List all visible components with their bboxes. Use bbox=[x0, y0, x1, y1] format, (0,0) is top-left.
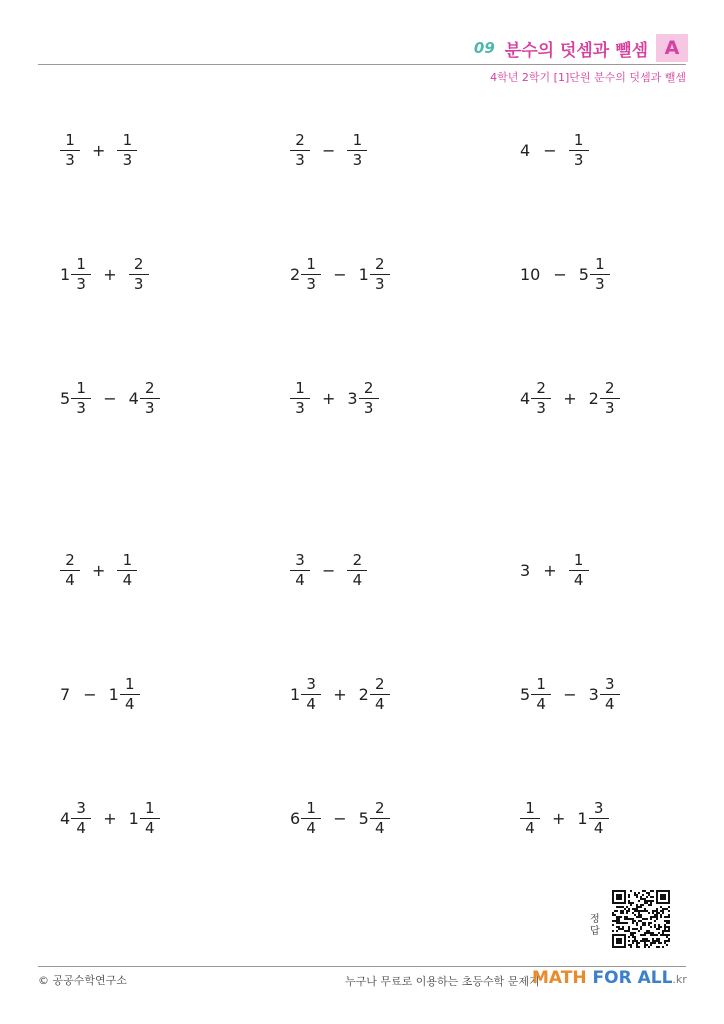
problem-14 bbox=[290, 672, 390, 716]
numerator: 1 bbox=[573, 550, 584, 569]
copyright-text: © 공공수학연구소 bbox=[38, 974, 127, 987]
operator: + bbox=[103, 808, 117, 828]
operator: − bbox=[543, 140, 557, 160]
problem-2 bbox=[290, 128, 367, 172]
operator: − bbox=[103, 388, 117, 408]
problem-17 bbox=[290, 796, 390, 840]
problem-term bbox=[579, 255, 610, 294]
whole-number: 4 bbox=[520, 388, 531, 408]
denominator: 3 bbox=[295, 150, 305, 169]
operator: + bbox=[333, 684, 347, 704]
numerator: 2 bbox=[375, 798, 385, 817]
fraction bbox=[370, 675, 390, 714]
answer-qr-label: 정답 bbox=[590, 914, 600, 937]
problem-16 bbox=[60, 796, 160, 840]
worksheet-header bbox=[474, 34, 688, 62]
denominator: 4 bbox=[145, 818, 155, 837]
denominator: 3 bbox=[122, 150, 133, 169]
fraction bbox=[520, 799, 540, 838]
problem-term bbox=[129, 255, 149, 294]
whole-number: 5 bbox=[578, 264, 589, 284]
problem-term bbox=[290, 551, 310, 590]
problem-term bbox=[577, 799, 608, 838]
problem-term bbox=[520, 561, 531, 580]
whole-number: 4 bbox=[520, 140, 531, 160]
numerator: 1 bbox=[573, 130, 584, 149]
brand-forall: FOR ALL bbox=[592, 968, 673, 988]
problem-5 bbox=[290, 252, 390, 296]
fraction bbox=[347, 131, 367, 170]
problem-term bbox=[60, 255, 91, 294]
fraction bbox=[117, 131, 137, 170]
whole-number: 5 bbox=[60, 388, 71, 408]
problem-term bbox=[129, 379, 160, 418]
whole-number: 3 bbox=[588, 684, 599, 704]
numerator: 3 bbox=[605, 674, 615, 693]
problem-11 bbox=[290, 548, 367, 592]
fraction bbox=[71, 255, 91, 294]
problem-12 bbox=[520, 548, 589, 592]
problem-term bbox=[60, 379, 91, 418]
whole-number: 3 bbox=[347, 388, 358, 408]
problem-term bbox=[569, 551, 589, 590]
fraction bbox=[140, 379, 160, 418]
numerator: 2 bbox=[295, 130, 305, 149]
operator: + bbox=[552, 808, 566, 828]
numerator: 2 bbox=[145, 378, 155, 397]
numerator: 2 bbox=[352, 550, 363, 569]
footer-divider bbox=[38, 966, 686, 967]
denominator: 3 bbox=[65, 150, 75, 169]
numerator: 1 bbox=[306, 798, 316, 817]
whole-number: 1 bbox=[290, 684, 301, 704]
problem-term bbox=[569, 131, 589, 170]
operator: − bbox=[83, 684, 97, 704]
problem-term bbox=[290, 675, 321, 714]
fraction bbox=[71, 799, 91, 838]
problem-18 bbox=[520, 796, 609, 840]
fraction bbox=[71, 379, 91, 418]
fraction bbox=[347, 551, 367, 590]
operator: − bbox=[322, 140, 336, 160]
operator: + bbox=[563, 388, 577, 408]
numerator: 1 bbox=[525, 798, 535, 817]
problem-term bbox=[347, 551, 367, 590]
brand-kr: .kr bbox=[672, 973, 687, 986]
operator: − bbox=[322, 560, 336, 580]
worksheet-number: 09 bbox=[473, 39, 495, 57]
denominator: 3 bbox=[352, 150, 363, 169]
problem-8 bbox=[290, 376, 379, 420]
fraction bbox=[531, 379, 551, 418]
numerator: 2 bbox=[363, 378, 374, 397]
whole-number: 4 bbox=[128, 388, 139, 408]
footer-tagline: 누구나 무료로 이용하는 초등수학 문제지 bbox=[345, 975, 540, 988]
problem-term bbox=[60, 799, 91, 838]
denominator: 4 bbox=[525, 818, 535, 837]
brand-math: MATH bbox=[532, 968, 587, 988]
numerator: 3 bbox=[306, 674, 316, 693]
fraction bbox=[600, 675, 620, 714]
denominator: 4 bbox=[352, 570, 363, 589]
fraction bbox=[301, 675, 321, 714]
problem-term bbox=[109, 675, 140, 714]
operator: − bbox=[563, 684, 577, 704]
problem-term bbox=[129, 799, 160, 838]
denominator: 3 bbox=[363, 398, 374, 417]
fraction bbox=[569, 551, 589, 590]
denominator: 3 bbox=[76, 274, 86, 293]
whole-number: 7 bbox=[60, 684, 71, 704]
denominator: 3 bbox=[76, 398, 86, 417]
problem-4 bbox=[60, 252, 149, 296]
operator: − bbox=[553, 264, 567, 284]
fraction bbox=[589, 799, 609, 838]
problem-6 bbox=[520, 252, 610, 296]
whole-number: 1 bbox=[128, 808, 139, 828]
numerator: 2 bbox=[605, 378, 615, 397]
numerator: 1 bbox=[595, 254, 605, 273]
problem-term bbox=[290, 799, 321, 838]
problem-3 bbox=[520, 128, 589, 172]
fraction bbox=[590, 255, 610, 294]
whole-number: 2 bbox=[588, 388, 599, 408]
denominator: 3 bbox=[306, 274, 316, 293]
problem-term bbox=[117, 131, 137, 170]
operator: + bbox=[92, 140, 106, 160]
denominator: 3 bbox=[605, 398, 615, 417]
denominator: 3 bbox=[536, 398, 546, 417]
level-badge: A bbox=[656, 34, 688, 62]
denominator: 4 bbox=[295, 570, 305, 589]
whole-number: 2 bbox=[358, 684, 369, 704]
denominator: 4 bbox=[605, 694, 615, 713]
problem-13 bbox=[60, 672, 140, 716]
numerator: 2 bbox=[65, 550, 75, 569]
whole-number: 1 bbox=[577, 808, 588, 828]
operator: + bbox=[92, 560, 106, 580]
numerator: 1 bbox=[76, 254, 86, 273]
problem-term bbox=[520, 141, 531, 160]
numerator: 1 bbox=[65, 130, 75, 149]
numerator: 3 bbox=[76, 798, 86, 817]
denominator: 4 bbox=[122, 570, 133, 589]
fraction bbox=[60, 131, 80, 170]
numerator: 1 bbox=[352, 130, 363, 149]
problem-term bbox=[117, 551, 137, 590]
denominator: 4 bbox=[306, 694, 316, 713]
denominator: 4 bbox=[65, 570, 75, 589]
fraction bbox=[370, 799, 390, 838]
problem-term bbox=[520, 799, 540, 838]
fraction bbox=[290, 379, 310, 418]
denominator: 4 bbox=[125, 694, 135, 713]
problem-term bbox=[60, 685, 71, 704]
denominator: 3 bbox=[145, 398, 155, 417]
fraction bbox=[359, 379, 379, 418]
denominator: 3 bbox=[573, 150, 584, 169]
denominator: 4 bbox=[306, 818, 316, 837]
numerator: 1 bbox=[76, 378, 86, 397]
numerator: 2 bbox=[133, 254, 144, 273]
whole-number: 3 bbox=[520, 560, 531, 580]
brand-logo[interactable] bbox=[532, 968, 687, 988]
numerator: 1 bbox=[145, 798, 155, 817]
whole-number: 1 bbox=[60, 264, 71, 284]
whole-number: 10 bbox=[520, 264, 541, 284]
numerator: 1 bbox=[306, 254, 316, 273]
problem-term bbox=[520, 675, 551, 714]
problem-term bbox=[347, 131, 367, 170]
fraction bbox=[129, 255, 149, 294]
problem-term bbox=[60, 551, 80, 590]
fraction bbox=[370, 255, 390, 294]
operator: − bbox=[333, 264, 347, 284]
whole-number: 5 bbox=[520, 684, 531, 704]
problem-term bbox=[60, 131, 80, 170]
denominator: 4 bbox=[375, 818, 385, 837]
numerator: 1 bbox=[295, 378, 305, 397]
worksheet-title: 분수의 덧셈과 뺄셈 bbox=[504, 40, 648, 61]
problem-term bbox=[520, 379, 551, 418]
denominator: 3 bbox=[295, 398, 305, 417]
whole-number: 1 bbox=[358, 264, 369, 284]
operator: + bbox=[322, 388, 336, 408]
whole-number: 1 bbox=[108, 684, 119, 704]
problem-term bbox=[359, 255, 390, 294]
worksheet-subtitle: 4학년 2학기 [1]단원 분수의 덧셈과 뺄셈 bbox=[490, 71, 686, 84]
denominator: 3 bbox=[595, 274, 605, 293]
denominator: 4 bbox=[536, 694, 546, 713]
problem-term bbox=[290, 255, 321, 294]
fraction bbox=[120, 675, 140, 714]
problem-term bbox=[347, 379, 378, 418]
whole-number: 6 bbox=[290, 808, 301, 828]
numerator: 2 bbox=[375, 674, 385, 693]
fraction bbox=[140, 799, 160, 838]
problem-term bbox=[520, 265, 541, 284]
numerator: 1 bbox=[122, 130, 133, 149]
numerator: 1 bbox=[536, 674, 546, 693]
problem-term bbox=[589, 379, 620, 418]
denominator: 4 bbox=[593, 818, 604, 837]
problem-10 bbox=[60, 548, 137, 592]
fraction bbox=[301, 799, 321, 838]
fraction bbox=[290, 551, 310, 590]
problem-1 bbox=[60, 128, 137, 172]
problem-term bbox=[359, 675, 390, 714]
problem-7 bbox=[60, 376, 160, 420]
operator: − bbox=[333, 808, 347, 828]
denominator: 3 bbox=[375, 274, 385, 293]
header-divider bbox=[38, 64, 686, 65]
fraction bbox=[531, 675, 551, 714]
fraction bbox=[290, 131, 310, 170]
problem-term bbox=[290, 379, 310, 418]
denominator: 4 bbox=[375, 694, 385, 713]
numerator: 1 bbox=[125, 674, 135, 693]
fraction bbox=[60, 551, 80, 590]
whole-number: 2 bbox=[290, 264, 301, 284]
fraction bbox=[569, 131, 589, 170]
fraction bbox=[301, 255, 321, 294]
denominator: 4 bbox=[573, 570, 584, 589]
denominator: 4 bbox=[76, 818, 86, 837]
whole-number: 5 bbox=[358, 808, 369, 828]
numerator: 3 bbox=[593, 798, 604, 817]
denominator: 3 bbox=[133, 274, 144, 293]
numerator: 1 bbox=[122, 550, 133, 569]
problem-term bbox=[359, 799, 390, 838]
numerator: 3 bbox=[295, 550, 305, 569]
whole-number: 4 bbox=[60, 808, 71, 828]
problem-term bbox=[290, 131, 310, 170]
numerator: 2 bbox=[536, 378, 546, 397]
operator: + bbox=[543, 560, 557, 580]
problem-9 bbox=[520, 376, 620, 420]
problem-term bbox=[589, 675, 620, 714]
fraction bbox=[600, 379, 620, 418]
fraction bbox=[117, 551, 137, 590]
answer-qr-code-icon[interactable] bbox=[612, 890, 670, 948]
problem-15 bbox=[520, 672, 620, 716]
numerator: 2 bbox=[375, 254, 385, 273]
operator: + bbox=[103, 264, 117, 284]
